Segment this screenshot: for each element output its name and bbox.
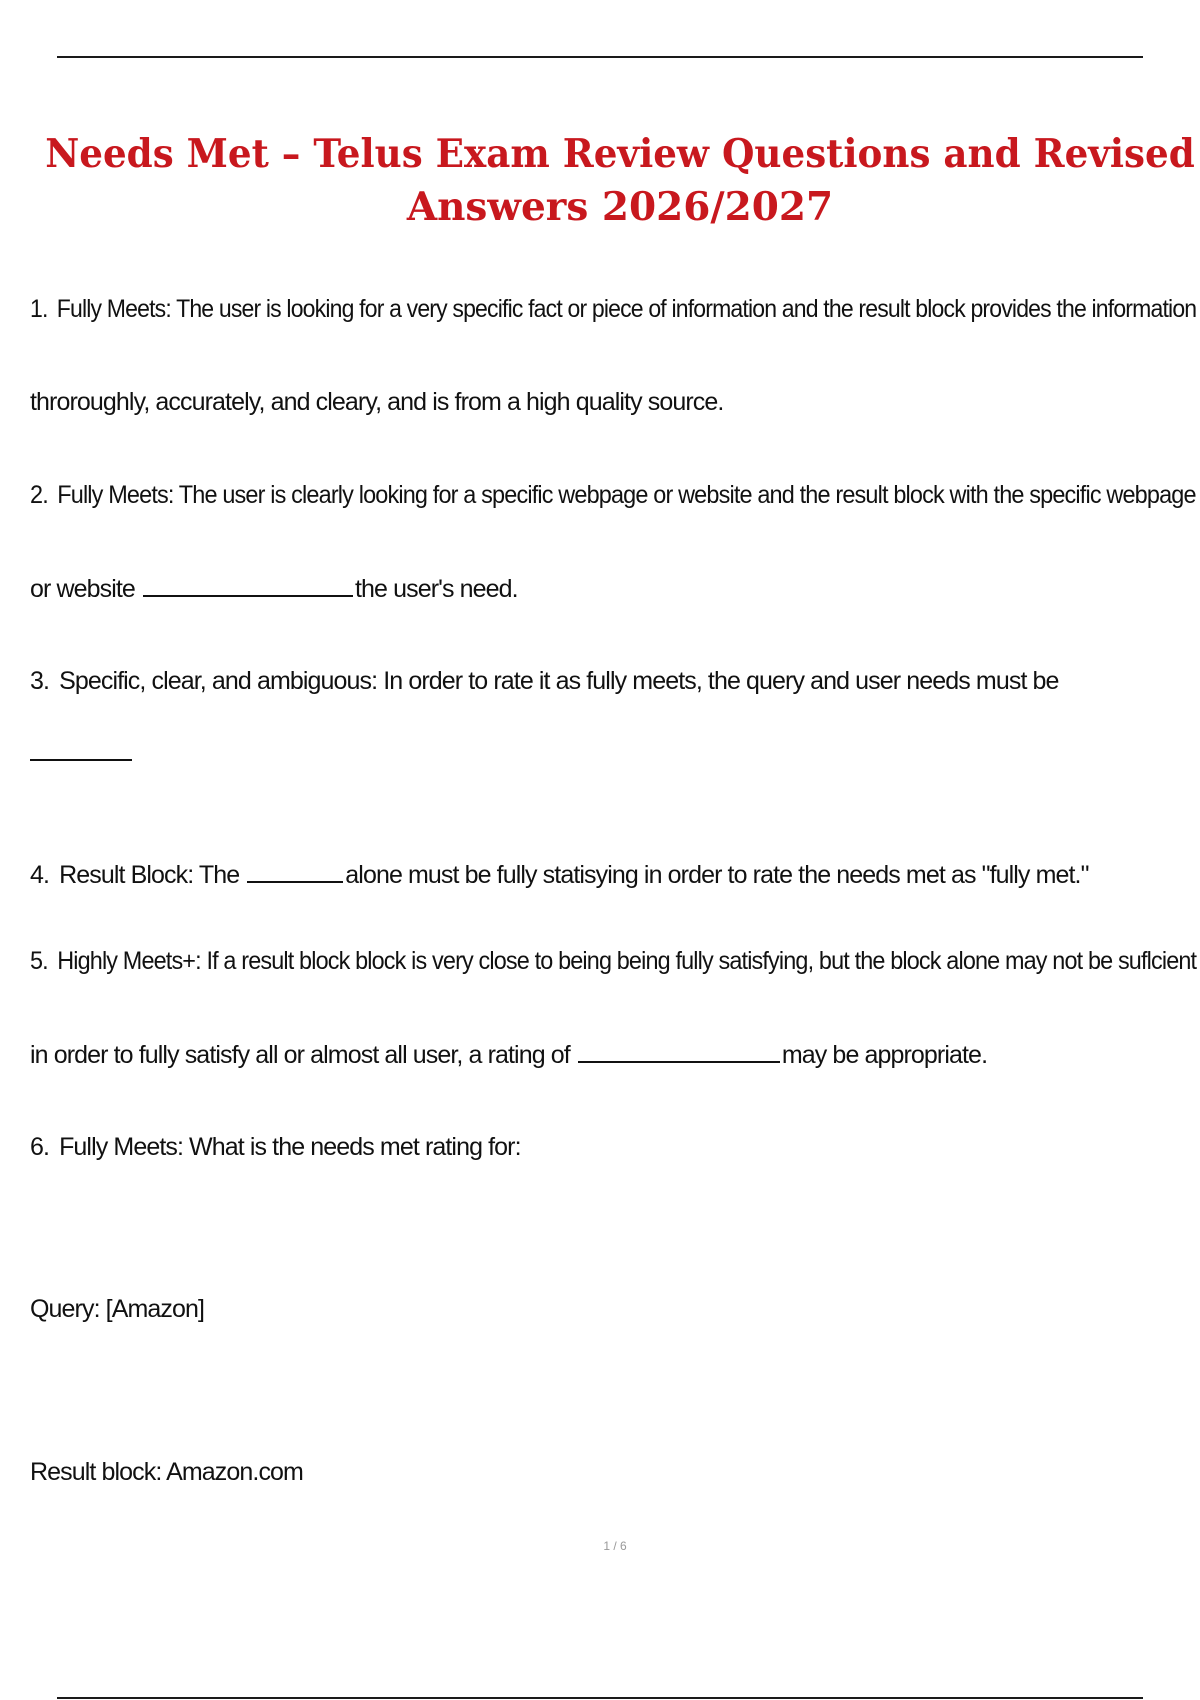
question-2-line-2 (30, 571, 518, 606)
question-2-number: 2. (30, 481, 48, 509)
question-4-text-before: Result Block: The (59, 861, 240, 889)
question-2-answer-blank (143, 571, 353, 597)
question-5-text-before: in order to fully satisfy all or almost all user, a rating of (30, 1041, 570, 1069)
question-5-line-1 (30, 944, 1196, 978)
top-rule (57, 56, 1143, 58)
question-6-text: Fully Meets: What is the needs met rating for: (59, 1133, 521, 1161)
question-3-text: Specific, clear, and ambiguous: In order to rate it as fully meets, the query and user needs must be (59, 667, 1059, 695)
question-1-number: 1. (30, 295, 48, 323)
question-4-line (30, 857, 1089, 892)
question-2-text-before: or website (30, 575, 135, 603)
question-6-line-1 (30, 1130, 521, 1164)
question-1-line-2: throroughly, accurately, and cleary, and is from a high quality source. (30, 388, 724, 416)
question-5-text-after: may be appropriate. (781, 1041, 988, 1069)
page-title (0, 128, 1200, 234)
question-4-text-after: alone must be fully statisying in order to rate the needs met as "fully met." (345, 861, 1089, 889)
question-2-line-1 (30, 478, 1196, 512)
question-6-query: Query: [Amazon] (30, 1295, 205, 1323)
question-5-line-2 (30, 1037, 987, 1072)
question-3-answer-blank (30, 759, 132, 761)
bottom-rule (57, 1697, 1143, 1699)
question-5-text: Highly Meets+: If a result block block is very close to being being fully satisfying, but the block alone may not be suflcient (57, 947, 1197, 975)
question-6-number: 6. (30, 1133, 50, 1161)
question-2-text-after: the user's need. (355, 575, 518, 603)
question-3-number: 3. (30, 667, 50, 695)
question-4-answer-blank (247, 857, 343, 883)
title-line-2: Answers 2026/2027 (406, 184, 834, 230)
question-1-text: Fully Meets: The user is looking for a very specific fact or piece of information and the result block provides the information (56, 295, 1197, 323)
page-indicator: 1 / 6 (603, 1539, 627, 1553)
question-6-result-block: Result block: Amazon.com (30, 1458, 303, 1486)
question-2-text: Fully Meets: The user is clearly looking for a specific webpage or website and the result block with the specific webpage (57, 481, 1196, 509)
question-5-answer-blank (578, 1037, 780, 1063)
question-1-line-1 (30, 292, 1196, 326)
question-5-number: 5. (30, 947, 48, 975)
title-line-1: Needs Met – Telus Exam Review Questions and Revised (45, 131, 1195, 177)
question-4-number: 4. (30, 861, 50, 889)
question-3-line-1 (30, 664, 1059, 698)
